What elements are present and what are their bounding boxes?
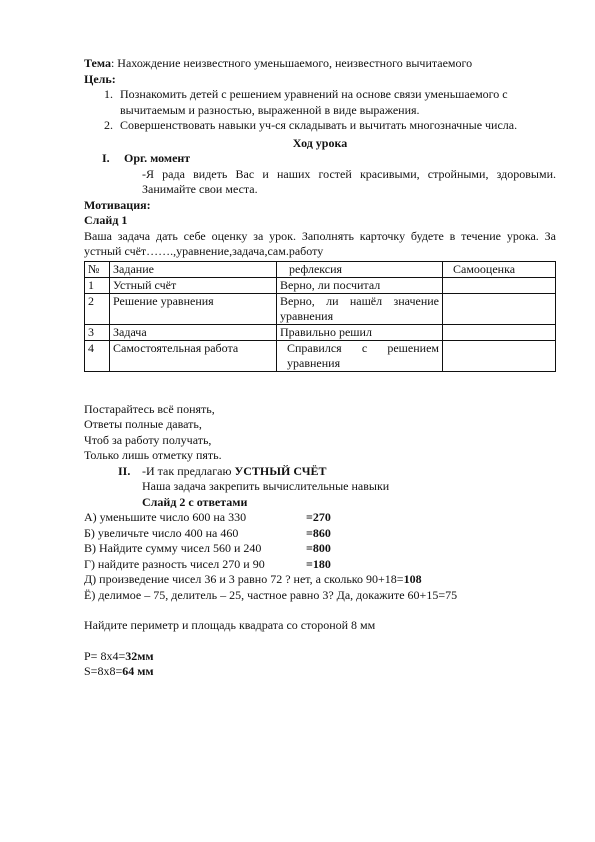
section-2-heading [84,464,556,480]
area-answer [84,664,556,680]
table-cell: Верно, ли посчитал [277,277,443,293]
goal-item [104,118,556,134]
area-result: 64 мм [122,664,154,678]
poem-line: Ответы полные давать, [84,417,202,431]
perimeter-formula: P= 8х4= [84,648,126,663]
topic-line [84,56,556,72]
goals-list [104,87,556,134]
table-row [85,324,556,340]
poem [84,402,556,464]
exercise-question: Б) увеличьте число 400 на 460 [84,525,239,540]
area-formula: S=8х8= [84,664,123,678]
exercise-row [84,526,556,542]
exercise-row: Ё) делимое – 75, делитель – 25, частное равно 3? Да, докажите 60+15=75 [84,587,458,602]
topic-label: Тема [84,56,111,70]
section-1-number: I. [102,151,110,165]
table-row [85,293,556,324]
exercise-row [84,572,556,588]
table-cell: Решение уравнения [110,293,277,324]
perimeter-result: 32мм [125,648,154,663]
table-cell: 1 [85,277,110,293]
task-intro: Ваша задача дать себе оценку за урок. Заполнять карточку будете в течение урока. За устный счёт…….,уравнение,задача,сам.работу [84,228,556,258]
table-header-cell: рефлексия [277,261,443,277]
table-cell: Устный счёт [110,277,277,293]
exercise-list [84,510,556,603]
exercise-row [84,510,556,526]
slide-2-label: Слайд 2 с ответами [142,494,248,509]
exercise-row [84,541,556,557]
lesson-title: Ход урока [292,135,348,150]
table-cell: Справился с решением уравнения [277,340,443,371]
exercise-answer: =860 [306,525,331,540]
topic-text: : Нахождение неизвестного уменьшаемого, неизвестного вычитаемого [110,56,473,70]
poem-line: Чтоб за работу получать, [84,432,212,447]
goal-item [104,87,556,118]
perimeter-task: Найдите периметр и площадь квадрата со стороной 8 мм [84,618,376,632]
table-cell[interactable] [443,293,556,324]
self-assessment-table [84,261,556,372]
exercise-row [84,557,556,573]
perimeter-answer [84,649,556,665]
exercise-question: А) уменьшите число 600 на 330 [84,510,247,524]
table-header-cell: Задание [110,261,277,277]
spacer [84,634,556,649]
table-cell: 3 [85,324,110,340]
slide-1-label: Слайд 1 [84,213,128,227]
goal-text: Совершенствовать навыки уч-ся складывать и вычитать многозначные числа. [120,118,518,132]
table-row [85,277,556,293]
table-cell: 2 [85,293,110,324]
table-cell[interactable] [443,340,556,371]
table-cell[interactable] [443,277,556,293]
table-cell: 4 [85,340,110,371]
exercise-question: Г) найдите разность чисел 270 и 90 [84,556,265,571]
exercise-d-answer: 108 [403,572,422,586]
table-header-row [85,261,556,277]
section-1-title: Орг. момент [124,151,191,165]
poem-line: Постарайтесь всё понять, [84,401,215,416]
exercise-answer: =270 [306,510,331,524]
goal-text: Познакомить детей с решением уравнений на основе связи уменьшаемого с вычитаемым и разностью, выраженной в виде выражения. [120,87,508,117]
table-row [85,340,556,371]
goal-number: 1. [104,87,113,101]
poem-line: Только лишь отметку пять. [84,448,222,462]
section-2-number: II. [118,463,131,478]
section-1-heading [84,151,556,167]
table-cell: Задача [110,324,277,340]
document-page [84,56,556,680]
exercise-d-text: Д) произведение чисел 36 и 3 равно 72 ? нет, а сколько 90+18= [84,572,404,586]
goal-label: Цель: [84,71,116,86]
spacer [84,372,556,402]
table-header-cell: Самооценка [443,261,556,277]
table-cell: Верно, ли нашёл значение уравнения [277,293,443,324]
exercise-question: В) Найдите сумму чисел 560 и 240 [84,541,262,555]
section-2-bold: УСТНЫЙ СЧЁТ [234,463,327,478]
goal-number: 2. [104,118,113,132]
table-cell: Правильно решил [277,324,443,340]
table-cell[interactable] [443,324,556,340]
spacer [84,603,556,618]
section-2-prefix: -И так предлагаю [142,463,235,478]
exercise-answer: =180 [306,556,331,571]
table-header-cell: № [85,261,110,277]
table-cell: Самостоятельная работа [110,340,277,371]
exercise-answer: =800 [306,541,331,555]
section-2-subtitle: Наша задача закрепить вычислительные навыки [142,479,390,493]
motivation-label: Мотивация: [84,197,151,212]
section-1-text: -Я рада видеть Вас и наших гостей красивыми, стройными, здоровыми. Занимайте свои места. [142,166,556,196]
